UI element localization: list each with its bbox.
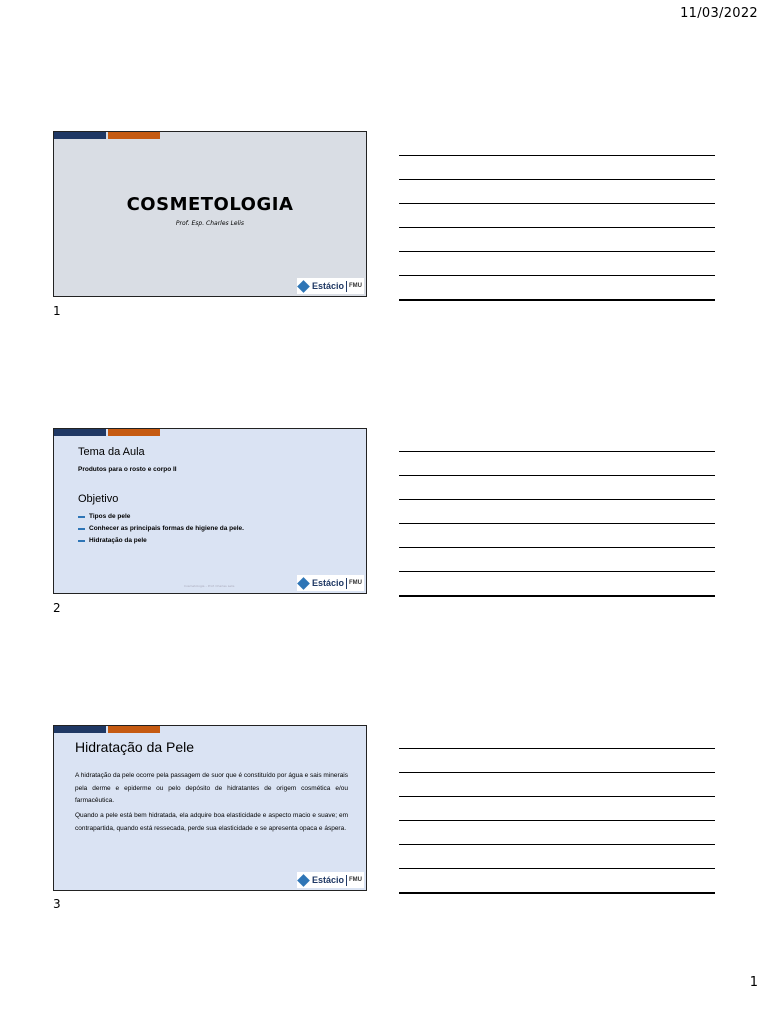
estacio-logo xyxy=(297,278,364,294)
note-line xyxy=(399,571,715,572)
note-line xyxy=(399,892,715,894)
slide-3-thumbnail xyxy=(53,725,367,891)
note-line xyxy=(399,299,715,301)
slide-number-1: 1 xyxy=(53,304,61,318)
note-line xyxy=(399,275,715,276)
logo-separator xyxy=(346,281,347,292)
objective-heading: Objetivo xyxy=(78,493,119,505)
note-line xyxy=(399,820,715,821)
note-line xyxy=(399,523,715,524)
paragraph: Quando a pele está bem hidratada, ela adquire boa elasticidade e aspecto macio e suave; em contrapartida, quando está ressecada, perde sua elasticidade e se apresenta opaca e áspera. xyxy=(75,812,348,832)
accent-bar-blue xyxy=(54,429,106,436)
slide-2-thumbnail xyxy=(53,428,367,594)
slide-footer-text: Cosmetologia – Prof. Charles Lelis xyxy=(184,584,235,588)
list-item: Hidratação da pele xyxy=(78,537,244,544)
theme-heading: Tema da Aula xyxy=(78,446,145,458)
logo-partner: FMU xyxy=(349,580,362,586)
logo-partner: FMU xyxy=(349,877,362,883)
estacio-logo-icon xyxy=(297,280,310,293)
page-number: 1 xyxy=(749,975,758,990)
slide-1-thumbnail xyxy=(53,131,367,297)
accent-bar-orange xyxy=(108,726,160,733)
bullet-dash-icon xyxy=(78,528,85,530)
note-line xyxy=(399,179,715,180)
logo-brand: Estácio xyxy=(311,281,344,291)
note-line xyxy=(399,868,715,869)
note-line xyxy=(399,227,715,228)
logo-brand: Estácio xyxy=(311,875,344,885)
slide-number-2: 2 xyxy=(53,601,61,615)
logo-partner: FMU xyxy=(349,283,362,289)
list-item: Conhecer as principais formas de higiene da pele. xyxy=(78,525,244,532)
estacio-logo-icon xyxy=(297,874,310,887)
logo-separator xyxy=(346,578,347,589)
note-line xyxy=(399,155,715,156)
slide-heading: Hidratação da Pele xyxy=(75,739,195,755)
note-line xyxy=(399,748,715,749)
note-line xyxy=(399,772,715,773)
note-line xyxy=(399,796,715,797)
note-line xyxy=(399,595,715,597)
estacio-logo xyxy=(297,872,364,888)
slide-title: COSMETOLOGIA xyxy=(126,194,294,215)
print-date: 11/03/2022 xyxy=(680,6,758,21)
note-line xyxy=(399,844,715,845)
estacio-logo-icon xyxy=(297,577,310,590)
slide-number-3: 3 xyxy=(53,897,61,911)
notes-lines-2 xyxy=(399,451,715,620)
notes-lines-1 xyxy=(399,155,715,324)
note-line xyxy=(399,499,715,500)
note-line xyxy=(399,203,715,204)
accent-bar-blue xyxy=(54,132,106,139)
paragraph: A hidratação da pele ocorre pela passagem de suor que é constituído por água e sais minerais pela derme e epiderme ou pelo depósito de hidratantes de origem cosmética e/ou farmacêutica. xyxy=(75,772,348,804)
note-line xyxy=(399,475,715,476)
note-line xyxy=(399,251,715,252)
note-line xyxy=(399,547,715,548)
accent-bar-blue xyxy=(54,726,106,733)
logo-separator xyxy=(346,875,347,886)
accent-bar-orange xyxy=(108,429,160,436)
bullet-dash-icon xyxy=(78,540,85,542)
notes-lines-3 xyxy=(399,748,715,917)
list-item: Tipos de pele xyxy=(78,513,244,520)
logo-brand: Estácio xyxy=(311,578,344,588)
note-line xyxy=(399,451,715,452)
objective-list xyxy=(78,513,244,549)
bullet-dash-icon xyxy=(78,516,85,518)
slide-subtitle: Prof. Esp. Charles Lelis xyxy=(175,220,245,227)
estacio-logo xyxy=(297,575,364,591)
theme-text: Produtos para o rosto e corpo II xyxy=(78,466,177,473)
accent-bar-orange xyxy=(108,132,160,139)
